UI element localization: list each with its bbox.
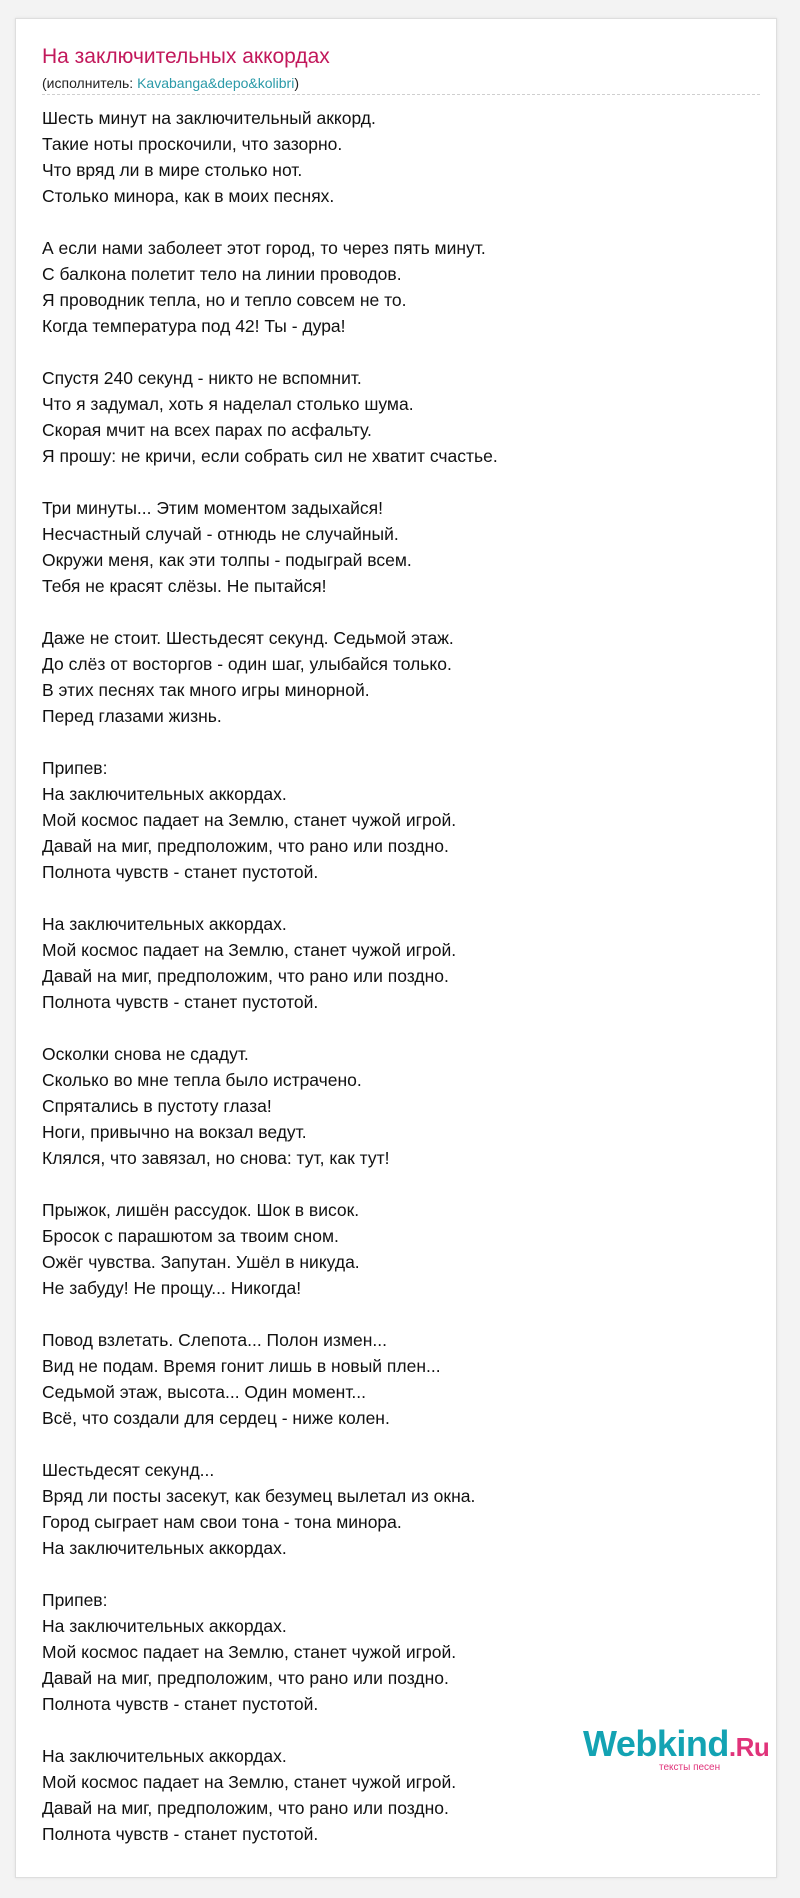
lyrics-line: Вид не подам. Время гонит лишь в новый плен... [42,1356,441,1376]
lyrics-text [42,105,752,1873]
lyrics-line: Скорая мчит на всех парах по асфальту. [42,420,372,440]
lyrics-stanza [42,755,752,885]
lyrics-stanza [42,625,752,729]
lyrics-line: Всё, что создали для сердец - ниже колен. [42,1408,390,1428]
lyrics-line: Давай на миг, предположим, что рано или поздно. [42,836,449,856]
lyrics-line: Несчастный случай - отнюдь не случайный. [42,524,399,544]
lyrics-line: Столько минора, как в моих песнях. [42,186,335,206]
lyrics-line: Полнота чувств - станет пустотой. [42,862,319,882]
lyrics-stanza [42,105,752,209]
lyrics-line: Тебя не красят слёзы. Не пытайся! [42,576,327,596]
lyrics-line: Давай на миг, предположим, что рано или поздно. [42,1798,449,1818]
lyrics-line: Не забуду! Не прощу... Никогда! [42,1278,302,1298]
lyrics-line: Мой космос падает на Землю, станет чужой игрой. [42,940,457,960]
lyrics-line: На заключительных аккордах. [42,1538,287,1558]
lyrics-line: Что я задумал, хоть я наделал столько шума. [42,394,414,414]
performer-link[interactable]: Kavabanga&depo&kolibri [137,75,295,91]
lyrics-line: Клялся, что завязал, но снова: тут, как тут! [42,1148,390,1168]
lyrics-line: Мой космос падает на Землю, станет чужой игрой. [42,810,457,830]
lyrics-line: Я прошу: не кричи, если собрать сил не хватит счастье. [42,446,498,466]
lyrics-line: Прыжок, лишён рассудок. Шок в висок. [42,1200,360,1220]
lyrics-line: Припев: [42,1590,108,1610]
lyrics-line: Сколько во мне тепла было истрачено. [42,1070,362,1090]
lyrics-line: Давай на миг, предположим, что рано или поздно. [42,966,449,986]
lyrics-line: Когда температура под 42! Ты - дура! [42,316,346,336]
lyrics-line: Бросок с парашютом за твоим сном. [42,1226,339,1246]
lyrics-line: На заключительных аккордах. [42,784,287,804]
lyrics-line: Полнота чувств - станет пустотой. [42,1694,319,1714]
lyrics-line: Шестьдесят секунд... [42,1460,215,1480]
lyrics-line: Ожёг чувства. Запутан. Ушёл в никуда. [42,1252,360,1272]
lyrics-stanza [42,1587,752,1717]
content-card [15,18,777,1878]
lyrics-line: Седьмой этаж, высота... Один момент... [42,1382,367,1402]
lyrics-stanza [42,1327,752,1431]
logo-wordmark [583,1724,769,1767]
lyrics-line: Я проводник тепла, но и тепло совсем не то. [42,290,407,310]
lyrics-line: Такие ноты проскочили, что зазорно. [42,134,343,154]
lyrics-stanza [42,235,752,339]
lyrics-line: Осколки снова не сдадут. [42,1044,249,1064]
lyrics-stanza [42,1041,752,1171]
lyrics-line: До слёз от восторгов - один шаг, улыбайся только. [42,654,452,674]
performer-suffix: ) [294,75,299,91]
lyrics-line: Припев: [42,758,108,778]
lyrics-line: Что вряд ли в мире столько нот. [42,160,303,180]
lyrics-stanza [42,911,752,1015]
lyrics-stanza [42,495,752,599]
lyrics-line: Перед глазами жизнь. [42,706,222,726]
lyrics-line: Спрятались в пустоту глаза! [42,1096,272,1116]
logo-tagline: тексты песен [659,1762,721,1773]
lyrics-line: Даже не стоит. Шестьдесят секунд. Седьмой этаж. [42,628,454,648]
lyrics-line: Полнота чувств - станет пустотой. [42,1824,319,1844]
performer-prefix: (исполнитель: [42,75,138,91]
lyrics-line: Город сыграет нам свои тона - тона минора. [42,1512,402,1532]
site-logo[interactable] [583,1724,773,1774]
lyrics-line: С балкона полетит тело на линии проводов. [42,264,402,284]
lyrics-stanza [42,1197,752,1301]
lyrics-line: Полнота чувств - станет пустотой. [42,992,319,1012]
lyrics-stanza [42,365,752,469]
lyrics-line: В этих песнях так много игры минорной. [42,680,370,700]
performer-line [42,74,299,92]
lyrics-line: На заключительных аккордах. [42,1616,287,1636]
lyrics-line: Окружи меня, как эти толпы - подыграй всем. [42,550,412,570]
lyrics-line: А если нами заболеет этот город, то через пять минут. [42,238,486,258]
lyrics-line: Шесть минут на заключительный аккорд. [42,108,376,128]
lyrics-line: На заключительных аккордах. [42,914,287,934]
lyrics-line: Давай на миг, предположим, что рано или поздно. [42,1668,449,1688]
logo-name: Webkind [583,1723,729,1764]
lyrics-line: Три минуты... Этим моментом задыхайся! [42,498,383,518]
lyrics-line: Вряд ли посты засекут, как безумец вылетал из окна. [42,1486,476,1506]
lyrics-line: Мой космос падает на Землю, станет чужой игрой. [42,1642,457,1662]
title-divider [42,94,760,95]
logo-tld: .Ru [728,1732,770,1762]
lyrics-line: На заключительных аккордах. [42,1746,287,1766]
lyrics-line: Повод взлетать. Слепота... Полон измен... [42,1330,387,1350]
lyrics-line: Мой космос падает на Землю, станет чужой игрой. [42,1772,457,1792]
lyrics-line: Спустя 240 секунд - никто не вспомнит. [42,368,362,388]
lyrics-stanza [42,1457,752,1561]
page-title: На заключительных аккордах [42,45,330,68]
lyrics-line: Ноги, привычно на вокзал ведут. [42,1122,307,1142]
